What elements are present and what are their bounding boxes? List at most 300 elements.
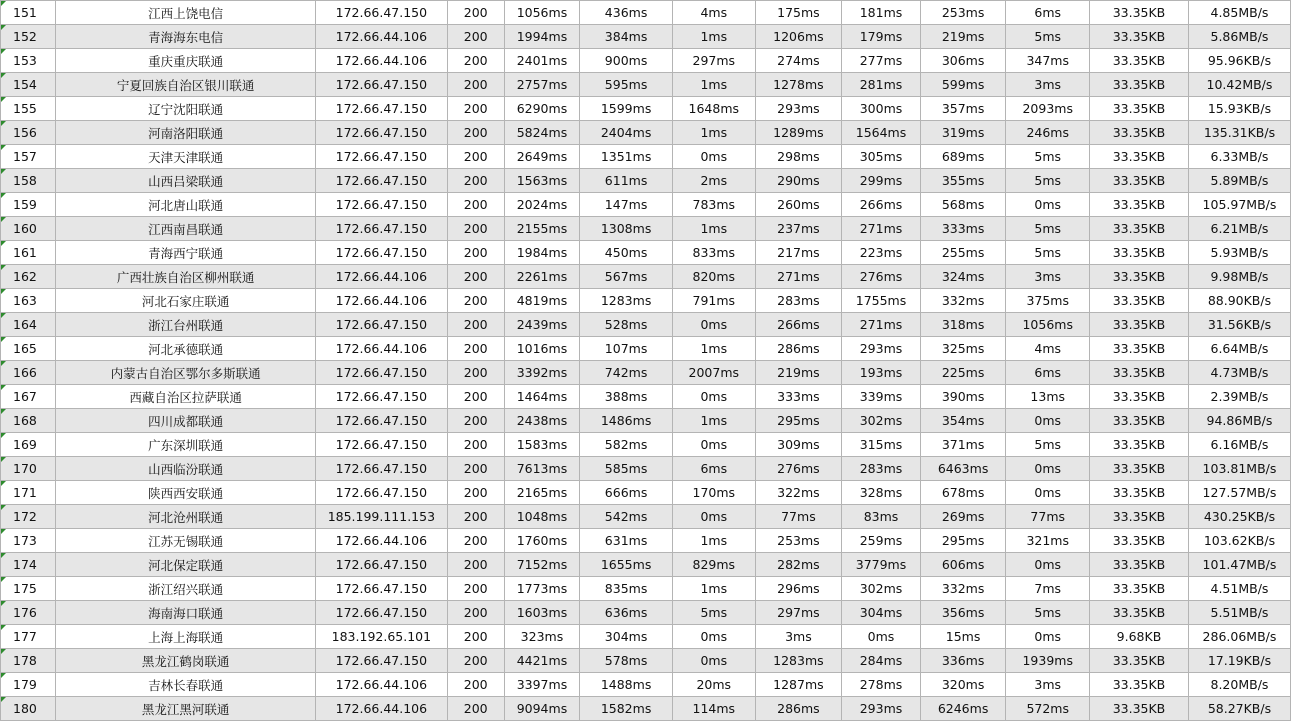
size-cell: 33.35KB bbox=[1090, 649, 1189, 673]
download-time-cell: 5ms bbox=[1006, 217, 1090, 241]
first-byte-time-cell: 689ms bbox=[920, 145, 1006, 169]
total-time-cell: 1464ms bbox=[504, 385, 579, 409]
first-byte-time-cell: 355ms bbox=[920, 169, 1006, 193]
table-row[interactable] bbox=[1, 241, 1291, 265]
status-cell: 200 bbox=[447, 121, 504, 145]
size-cell: 33.35KB bbox=[1090, 385, 1189, 409]
location-cell: 河北石家庄联通 bbox=[56, 289, 316, 313]
index-cell: 178 bbox=[1, 649, 56, 673]
ssl-time-cell: 274ms bbox=[755, 49, 842, 73]
speed-cell: 6.21MB/s bbox=[1188, 217, 1290, 241]
index-cell: 171 bbox=[1, 481, 56, 505]
ssl-time-cell: 286ms bbox=[755, 697, 842, 721]
location-cell: 青海海东电信 bbox=[56, 25, 316, 49]
status-cell: 200 bbox=[447, 169, 504, 193]
dns-time-cell: 742ms bbox=[580, 361, 673, 385]
dns-time-cell: 1486ms bbox=[580, 409, 673, 433]
ip-cell: 183.192.65.101 bbox=[316, 625, 448, 649]
index-cell: 152 bbox=[1, 25, 56, 49]
ip-cell: 172.66.47.150 bbox=[316, 73, 448, 97]
ip-cell: 172.66.47.150 bbox=[316, 169, 448, 193]
table-row[interactable] bbox=[1, 457, 1291, 481]
location-cell: 宁夏回族自治区银川联通 bbox=[56, 73, 316, 97]
speed-cell: 101.47MB/s bbox=[1188, 553, 1290, 577]
dns-time-cell: 304ms bbox=[580, 625, 673, 649]
connect-time-cell: 820ms bbox=[672, 265, 755, 289]
ip-cell: 172.66.47.150 bbox=[316, 361, 448, 385]
connect-time-cell: 0ms bbox=[672, 385, 755, 409]
connect-time-cell: 833ms bbox=[672, 241, 755, 265]
location-cell: 山西吕梁联通 bbox=[56, 169, 316, 193]
total-time-cell: 1016ms bbox=[504, 337, 579, 361]
download-time-cell: 6ms bbox=[1006, 1, 1090, 25]
dns-time-cell: 1599ms bbox=[580, 97, 673, 121]
ip-cell: 172.66.47.150 bbox=[316, 97, 448, 121]
index-cell: 174 bbox=[1, 553, 56, 577]
first-byte-time-cell: 390ms bbox=[920, 385, 1006, 409]
table-row[interactable] bbox=[1, 409, 1291, 433]
table-row[interactable] bbox=[1, 49, 1291, 73]
dns-time-cell: 542ms bbox=[580, 505, 673, 529]
ssl-time-cell: 295ms bbox=[755, 409, 842, 433]
index-cell: 167 bbox=[1, 385, 56, 409]
status-cell: 200 bbox=[447, 625, 504, 649]
ip-cell: 172.66.44.106 bbox=[316, 25, 448, 49]
table-row[interactable] bbox=[1, 385, 1291, 409]
wait-time-cell: 305ms bbox=[842, 145, 921, 169]
wait-time-cell: 83ms bbox=[842, 505, 921, 529]
ssl-time-cell: 1287ms bbox=[755, 673, 842, 697]
ip-cell: 172.66.44.106 bbox=[316, 673, 448, 697]
status-cell: 200 bbox=[447, 457, 504, 481]
connect-time-cell: 0ms bbox=[672, 145, 755, 169]
connect-time-cell: 783ms bbox=[672, 193, 755, 217]
connect-time-cell: 20ms bbox=[672, 673, 755, 697]
size-cell: 33.35KB bbox=[1090, 241, 1189, 265]
speed-cell: 6.16MB/s bbox=[1188, 433, 1290, 457]
connect-time-cell: 6ms bbox=[672, 457, 755, 481]
total-time-cell: 9094ms bbox=[504, 697, 579, 721]
connect-time-cell: 114ms bbox=[672, 697, 755, 721]
ip-cell: 172.66.47.150 bbox=[316, 577, 448, 601]
connect-time-cell: 829ms bbox=[672, 553, 755, 577]
index-cell: 170 bbox=[1, 457, 56, 481]
ip-cell: 172.66.47.150 bbox=[316, 481, 448, 505]
ssl-time-cell: 333ms bbox=[755, 385, 842, 409]
speed-cell: 4.73MB/s bbox=[1188, 361, 1290, 385]
ssl-time-cell: 286ms bbox=[755, 337, 842, 361]
speed-cell: 95.96KB/s bbox=[1188, 49, 1290, 73]
download-time-cell: 13ms bbox=[1006, 385, 1090, 409]
status-cell: 200 bbox=[447, 577, 504, 601]
status-cell: 200 bbox=[447, 145, 504, 169]
ssl-time-cell: 3ms bbox=[755, 625, 842, 649]
location-cell: 江苏无锡联通 bbox=[56, 529, 316, 553]
size-cell: 33.35KB bbox=[1090, 217, 1189, 241]
ssl-time-cell: 283ms bbox=[755, 289, 842, 313]
status-cell: 200 bbox=[447, 529, 504, 553]
download-time-cell: 0ms bbox=[1006, 481, 1090, 505]
ssl-time-cell: 266ms bbox=[755, 313, 842, 337]
total-time-cell: 2757ms bbox=[504, 73, 579, 97]
speed-cell: 88.90KB/s bbox=[1188, 289, 1290, 313]
index-cell: 168 bbox=[1, 409, 56, 433]
dns-time-cell: 147ms bbox=[580, 193, 673, 217]
index-cell: 151 bbox=[1, 1, 56, 25]
index-cell: 155 bbox=[1, 97, 56, 121]
speed-cell: 5.93MB/s bbox=[1188, 241, 1290, 265]
index-cell: 180 bbox=[1, 697, 56, 721]
dns-time-cell: 578ms bbox=[580, 649, 673, 673]
first-byte-time-cell: 6246ms bbox=[920, 697, 1006, 721]
ip-cell: 172.66.47.150 bbox=[316, 193, 448, 217]
status-cell: 200 bbox=[447, 433, 504, 457]
ssl-time-cell: 293ms bbox=[755, 97, 842, 121]
dns-time-cell: 582ms bbox=[580, 433, 673, 457]
total-time-cell: 1056ms bbox=[504, 1, 579, 25]
wait-time-cell: 271ms bbox=[842, 313, 921, 337]
size-cell: 33.35KB bbox=[1090, 313, 1189, 337]
index-cell: 175 bbox=[1, 577, 56, 601]
download-time-cell: 4ms bbox=[1006, 337, 1090, 361]
first-byte-time-cell: 219ms bbox=[920, 25, 1006, 49]
ssl-time-cell: 296ms bbox=[755, 577, 842, 601]
dns-time-cell: 107ms bbox=[580, 337, 673, 361]
download-time-cell: 246ms bbox=[1006, 121, 1090, 145]
status-cell: 200 bbox=[447, 481, 504, 505]
connect-time-cell: 0ms bbox=[672, 625, 755, 649]
index-cell: 164 bbox=[1, 313, 56, 337]
wait-time-cell: 302ms bbox=[842, 577, 921, 601]
table-row[interactable] bbox=[1, 649, 1291, 673]
status-cell: 200 bbox=[447, 1, 504, 25]
ssl-time-cell: 298ms bbox=[755, 145, 842, 169]
wait-time-cell: 339ms bbox=[842, 385, 921, 409]
first-byte-time-cell: 336ms bbox=[920, 649, 1006, 673]
size-cell: 9.68KB bbox=[1090, 625, 1189, 649]
size-cell: 33.35KB bbox=[1090, 577, 1189, 601]
connect-time-cell: 1ms bbox=[672, 577, 755, 601]
speed-cell: 4.85MB/s bbox=[1188, 1, 1290, 25]
index-cell: 157 bbox=[1, 145, 56, 169]
first-byte-time-cell: 255ms bbox=[920, 241, 1006, 265]
speed-cell: 5.89MB/s bbox=[1188, 169, 1290, 193]
download-time-cell: 1056ms bbox=[1006, 313, 1090, 337]
ip-cell: 172.66.44.106 bbox=[316, 265, 448, 289]
status-cell: 200 bbox=[447, 193, 504, 217]
table-row[interactable] bbox=[1, 217, 1291, 241]
location-cell: 内蒙古自治区鄂尔多斯联通 bbox=[56, 361, 316, 385]
location-cell: 江西南昌联通 bbox=[56, 217, 316, 241]
connect-time-cell: 1ms bbox=[672, 529, 755, 553]
index-cell: 163 bbox=[1, 289, 56, 313]
download-time-cell: 5ms bbox=[1006, 25, 1090, 49]
ip-cell: 172.66.47.150 bbox=[316, 409, 448, 433]
speed-cell: 2.39MB/s bbox=[1188, 385, 1290, 409]
table-row[interactable] bbox=[1, 193, 1291, 217]
first-byte-time-cell: 325ms bbox=[920, 337, 1006, 361]
table-row[interactable] bbox=[1, 169, 1291, 193]
total-time-cell: 2261ms bbox=[504, 265, 579, 289]
speed-cell: 5.86MB/s bbox=[1188, 25, 1290, 49]
download-time-cell: 5ms bbox=[1006, 169, 1090, 193]
total-time-cell: 1563ms bbox=[504, 169, 579, 193]
size-cell: 33.35KB bbox=[1090, 505, 1189, 529]
index-cell: 159 bbox=[1, 193, 56, 217]
total-time-cell: 5824ms bbox=[504, 121, 579, 145]
table-row[interactable] bbox=[1, 289, 1291, 313]
size-cell: 33.35KB bbox=[1090, 193, 1189, 217]
first-byte-time-cell: 333ms bbox=[920, 217, 1006, 241]
speed-cell: 10.42MB/s bbox=[1188, 73, 1290, 97]
download-time-cell: 5ms bbox=[1006, 601, 1090, 625]
first-byte-time-cell: 320ms bbox=[920, 673, 1006, 697]
location-cell: 陕西西安联通 bbox=[56, 481, 316, 505]
speed-cell: 15.93KB/s bbox=[1188, 97, 1290, 121]
dns-time-cell: 1655ms bbox=[580, 553, 673, 577]
total-time-cell: 7613ms bbox=[504, 457, 579, 481]
speed-cell: 5.51MB/s bbox=[1188, 601, 1290, 625]
connect-time-cell: 0ms bbox=[672, 433, 755, 457]
first-byte-time-cell: 15ms bbox=[920, 625, 1006, 649]
total-time-cell: 7152ms bbox=[504, 553, 579, 577]
ip-cell: 172.66.47.150 bbox=[316, 217, 448, 241]
size-cell: 33.35KB bbox=[1090, 145, 1189, 169]
table-row[interactable] bbox=[1, 337, 1291, 361]
status-cell: 200 bbox=[447, 313, 504, 337]
ip-cell: 172.66.44.106 bbox=[316, 337, 448, 361]
first-byte-time-cell: 319ms bbox=[920, 121, 1006, 145]
connect-time-cell: 4ms bbox=[672, 1, 755, 25]
dns-time-cell: 595ms bbox=[580, 73, 673, 97]
download-time-cell: 0ms bbox=[1006, 193, 1090, 217]
ip-cell: 172.66.47.150 bbox=[316, 385, 448, 409]
index-cell: 154 bbox=[1, 73, 56, 97]
table-row[interactable] bbox=[1, 145, 1291, 169]
table-row[interactable] bbox=[1, 505, 1291, 529]
size-cell: 33.35KB bbox=[1090, 529, 1189, 553]
dns-time-cell: 2404ms bbox=[580, 121, 673, 145]
size-cell: 33.35KB bbox=[1090, 409, 1189, 433]
size-cell: 33.35KB bbox=[1090, 289, 1189, 313]
table-row[interactable] bbox=[1, 601, 1291, 625]
status-cell: 200 bbox=[447, 241, 504, 265]
download-time-cell: 3ms bbox=[1006, 73, 1090, 97]
status-cell: 200 bbox=[447, 97, 504, 121]
index-cell: 169 bbox=[1, 433, 56, 457]
table-row[interactable] bbox=[1, 673, 1291, 697]
dns-time-cell: 835ms bbox=[580, 577, 673, 601]
download-time-cell: 5ms bbox=[1006, 433, 1090, 457]
dns-time-cell: 585ms bbox=[580, 457, 673, 481]
speed-cell: 31.56KB/s bbox=[1188, 313, 1290, 337]
size-cell: 33.35KB bbox=[1090, 361, 1189, 385]
ip-cell: 172.66.47.150 bbox=[316, 649, 448, 673]
table-row[interactable] bbox=[1, 697, 1291, 721]
first-byte-time-cell: 318ms bbox=[920, 313, 1006, 337]
index-cell: 153 bbox=[1, 49, 56, 73]
table-row[interactable] bbox=[1, 121, 1291, 145]
ip-cell: 172.66.47.150 bbox=[316, 433, 448, 457]
first-byte-time-cell: 568ms bbox=[920, 193, 1006, 217]
dns-time-cell: 1488ms bbox=[580, 673, 673, 697]
location-cell: 重庆重庆联通 bbox=[56, 49, 316, 73]
wait-time-cell: 0ms bbox=[842, 625, 921, 649]
status-cell: 200 bbox=[447, 265, 504, 289]
ssl-time-cell: 309ms bbox=[755, 433, 842, 457]
dns-time-cell: 528ms bbox=[580, 313, 673, 337]
total-time-cell: 3392ms bbox=[504, 361, 579, 385]
table-row[interactable] bbox=[1, 25, 1291, 49]
table-row[interactable] bbox=[1, 361, 1291, 385]
connect-time-cell: 5ms bbox=[672, 601, 755, 625]
ssl-time-cell: 217ms bbox=[755, 241, 842, 265]
location-cell: 黑龙江鹤岗联通 bbox=[56, 649, 316, 673]
dns-time-cell: 436ms bbox=[580, 1, 673, 25]
status-cell: 200 bbox=[447, 601, 504, 625]
location-cell: 山西临汾联通 bbox=[56, 457, 316, 481]
status-cell: 200 bbox=[447, 553, 504, 577]
total-time-cell: 4421ms bbox=[504, 649, 579, 673]
ip-cell: 172.66.47.150 bbox=[316, 1, 448, 25]
ssl-time-cell: 1278ms bbox=[755, 73, 842, 97]
size-cell: 33.35KB bbox=[1090, 673, 1189, 697]
ssl-time-cell: 237ms bbox=[755, 217, 842, 241]
table-row[interactable] bbox=[1, 97, 1291, 121]
download-time-cell: 347ms bbox=[1006, 49, 1090, 73]
wait-time-cell: 293ms bbox=[842, 337, 921, 361]
size-cell: 33.35KB bbox=[1090, 601, 1189, 625]
location-cell: 四川成都联通 bbox=[56, 409, 316, 433]
first-byte-time-cell: 269ms bbox=[920, 505, 1006, 529]
status-cell: 200 bbox=[447, 697, 504, 721]
wait-time-cell: 302ms bbox=[842, 409, 921, 433]
ip-cell: 172.66.44.106 bbox=[316, 289, 448, 313]
size-cell: 33.35KB bbox=[1090, 49, 1189, 73]
speed-cell: 127.57MB/s bbox=[1188, 481, 1290, 505]
location-cell: 天津天津联通 bbox=[56, 145, 316, 169]
download-time-cell: 5ms bbox=[1006, 241, 1090, 265]
index-cell: 160 bbox=[1, 217, 56, 241]
ssl-time-cell: 219ms bbox=[755, 361, 842, 385]
location-cell: 河北唐山联通 bbox=[56, 193, 316, 217]
ssl-time-cell: 175ms bbox=[755, 1, 842, 25]
ip-cell: 172.66.44.106 bbox=[316, 529, 448, 553]
ssl-time-cell: 297ms bbox=[755, 601, 842, 625]
connect-time-cell: 791ms bbox=[672, 289, 755, 313]
wait-time-cell: 299ms bbox=[842, 169, 921, 193]
table-row[interactable] bbox=[1, 265, 1291, 289]
wait-time-cell: 277ms bbox=[842, 49, 921, 73]
size-cell: 33.35KB bbox=[1090, 697, 1189, 721]
status-cell: 200 bbox=[447, 289, 504, 313]
wait-time-cell: 1755ms bbox=[842, 289, 921, 313]
total-time-cell: 2439ms bbox=[504, 313, 579, 337]
table-row[interactable] bbox=[1, 553, 1291, 577]
index-cell: 172 bbox=[1, 505, 56, 529]
dns-time-cell: 567ms bbox=[580, 265, 673, 289]
index-cell: 158 bbox=[1, 169, 56, 193]
size-cell: 33.35KB bbox=[1090, 481, 1189, 505]
speed-cell: 4.51MB/s bbox=[1188, 577, 1290, 601]
size-cell: 33.35KB bbox=[1090, 457, 1189, 481]
total-time-cell: 1984ms bbox=[504, 241, 579, 265]
table-row[interactable] bbox=[1, 577, 1291, 601]
download-time-cell: 2093ms bbox=[1006, 97, 1090, 121]
table-row[interactable] bbox=[1, 313, 1291, 337]
location-cell: 上海上海联通 bbox=[56, 625, 316, 649]
status-cell: 200 bbox=[447, 217, 504, 241]
total-time-cell: 1583ms bbox=[504, 433, 579, 457]
total-time-cell: 1048ms bbox=[504, 505, 579, 529]
ssl-time-cell: 77ms bbox=[755, 505, 842, 529]
location-cell: 广西壮族自治区柳州联通 bbox=[56, 265, 316, 289]
wait-time-cell: 328ms bbox=[842, 481, 921, 505]
total-time-cell: 2165ms bbox=[504, 481, 579, 505]
ssl-time-cell: 290ms bbox=[755, 169, 842, 193]
speed-cell: 6.64MB/s bbox=[1188, 337, 1290, 361]
dns-time-cell: 611ms bbox=[580, 169, 673, 193]
table-row[interactable] bbox=[1, 625, 1291, 649]
total-time-cell: 2401ms bbox=[504, 49, 579, 73]
index-cell: 161 bbox=[1, 241, 56, 265]
connect-time-cell: 297ms bbox=[672, 49, 755, 73]
wait-time-cell: 304ms bbox=[842, 601, 921, 625]
ip-cell: 185.199.111.153 bbox=[316, 505, 448, 529]
download-time-cell: 1939ms bbox=[1006, 649, 1090, 673]
first-byte-time-cell: 371ms bbox=[920, 433, 1006, 457]
ssl-time-cell: 1289ms bbox=[755, 121, 842, 145]
wait-time-cell: 293ms bbox=[842, 697, 921, 721]
index-cell: 179 bbox=[1, 673, 56, 697]
location-cell: 河南洛阳联通 bbox=[56, 121, 316, 145]
table-row[interactable] bbox=[1, 481, 1291, 505]
ip-cell: 172.66.47.150 bbox=[316, 457, 448, 481]
status-cell: 200 bbox=[447, 409, 504, 433]
index-cell: 177 bbox=[1, 625, 56, 649]
connect-time-cell: 1ms bbox=[672, 337, 755, 361]
download-time-cell: 572ms bbox=[1006, 697, 1090, 721]
download-time-cell: 375ms bbox=[1006, 289, 1090, 313]
speed-cell: 430.25KB/s bbox=[1188, 505, 1290, 529]
dns-time-cell: 1351ms bbox=[580, 145, 673, 169]
first-byte-time-cell: 6463ms bbox=[920, 457, 1006, 481]
table-row[interactable] bbox=[1, 73, 1291, 97]
total-time-cell: 2438ms bbox=[504, 409, 579, 433]
wait-time-cell: 181ms bbox=[842, 1, 921, 25]
download-time-cell: 0ms bbox=[1006, 457, 1090, 481]
wait-time-cell: 276ms bbox=[842, 265, 921, 289]
ssl-time-cell: 322ms bbox=[755, 481, 842, 505]
location-cell: 浙江绍兴联通 bbox=[56, 577, 316, 601]
table-row[interactable] bbox=[1, 1, 1291, 25]
first-byte-time-cell: 606ms bbox=[920, 553, 1006, 577]
speed-cell: 6.33MB/s bbox=[1188, 145, 1290, 169]
speed-cell: 105.97MB/s bbox=[1188, 193, 1290, 217]
download-time-cell: 0ms bbox=[1006, 625, 1090, 649]
status-cell: 200 bbox=[447, 649, 504, 673]
wait-time-cell: 3779ms bbox=[842, 553, 921, 577]
location-cell: 青海西宁联通 bbox=[56, 241, 316, 265]
first-byte-time-cell: 678ms bbox=[920, 481, 1006, 505]
wait-time-cell: 281ms bbox=[842, 73, 921, 97]
table-row[interactable] bbox=[1, 433, 1291, 457]
size-cell: 33.35KB bbox=[1090, 1, 1189, 25]
table-row[interactable] bbox=[1, 529, 1291, 553]
status-cell: 200 bbox=[447, 673, 504, 697]
wait-time-cell: 284ms bbox=[842, 649, 921, 673]
status-cell: 200 bbox=[447, 73, 504, 97]
